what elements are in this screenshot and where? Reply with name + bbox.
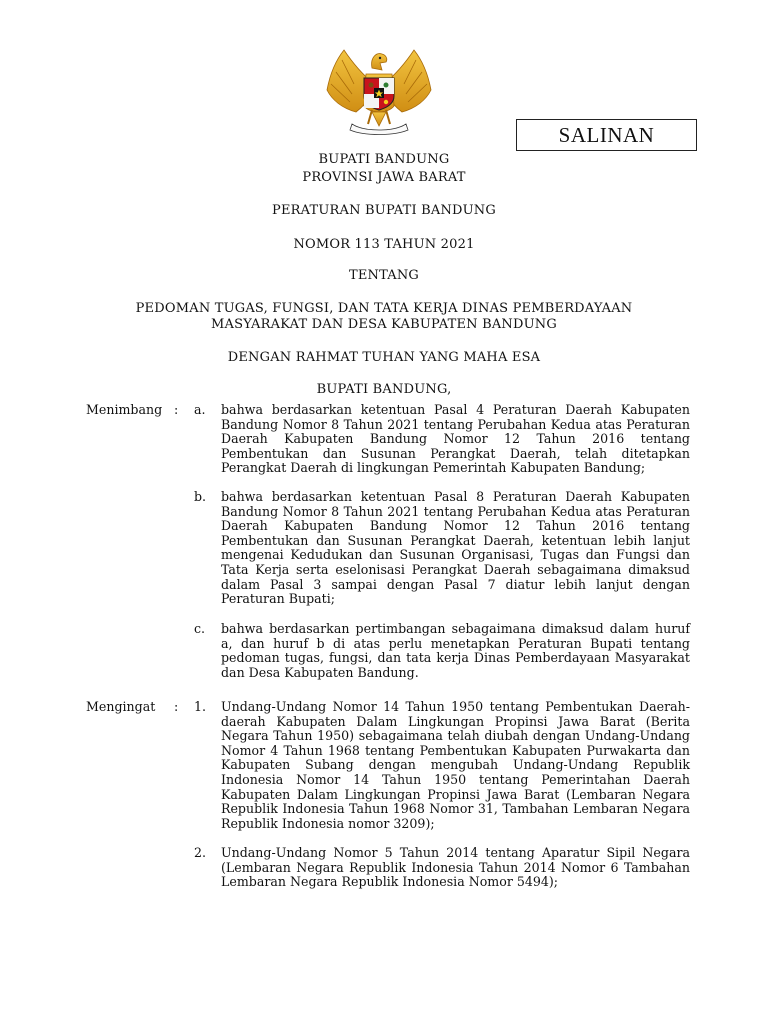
item-text: Undang-Undang Nomor 5 Tahun 2014 tentang Aparatur Sipil Negara (Lembaran Negara Republik Indonesia Tahun 2014 Nomor 6 Tambahan Lembaran Negara Republik Indonesia Nomor 5494);	[221, 845, 690, 890]
item-text: bahwa berdasarkan ketentuan Pasal 8 Peraturan Daerah Kabupaten Bandung Nomor 8 Tahun 2021 tentang Perubahan Kedua atas Peraturan Daerah Kabupaten Bandung Nomor 12 Tahun 2016 tentang Pembentukan dan Susunan Perangkat Daerah, ketentuan lebih lanjut mengenai Kedudukan dan Susunan Organisasi, Tugas dan Fungsi dan Tata Kerja serta eselonisasi Perangkat Daerah sebagaimana dimaksud dalam Pasal 3 sampai dengan Pasal 7 diatur lebih lanjut dengan Peraturan Bupati;	[221, 489, 690, 607]
menimbang-label: Menimbang	[86, 402, 163, 417]
blessing-line: DENGAN RAHMAT TUHAN YANG MAHA ESA	[227, 350, 541, 365]
item-text: bahwa berdasarkan pertimbangan sebagaimana dimaksud dalam huruf a, dan huruf b di atas perlu menetapkan Peraturan Bupati tentang pedoman tugas, fungsi, dan tata kerja Dinas Pemberdayaan Masyarakat dan Desa Kabupaten Bandung.	[221, 621, 690, 680]
item-number: 2.	[194, 845, 207, 860]
mengingat-colon: :	[174, 699, 179, 714]
regulation-title-line-2: MASYARAKAT DAN DESA KABUPATEN BANDUNG	[211, 317, 557, 332]
item-letter: a.	[194, 402, 206, 417]
item-letter: b.	[194, 489, 207, 504]
regulation-heading: PERATURAN BUPATI BANDUNG	[272, 203, 496, 218]
salinan-badge: SALINAN	[516, 119, 697, 151]
item-letter: c.	[194, 621, 206, 636]
garuda-pancasila-emblem	[322, 44, 436, 136]
menimbang-colon: :	[174, 402, 179, 417]
mengingat-label: Mengingat	[86, 699, 156, 714]
regulation-title-line-1: PEDOMAN TUGAS, FUNGSI, DAN TATA KERJA DINAS PEMBERDAYAAN	[135, 301, 633, 316]
issuer-title: BUPATI BANDUNG	[318, 152, 450, 167]
item-text: bahwa berdasarkan ketentuan Pasal 4 Peraturan Daerah Kabupaten Bandung Nomor 8 Tahun 2021 tentang Perubahan Kedua atas Peraturan Daerah Kabupaten Bandung Nomor 12 Tahun 2016 tentang Pembentukan dan Susunan Perangkat Daerah, telah ditetapkan Perangkat Daerah di lingkungan Pemerintah Kabupaten Bandung;	[221, 402, 690, 476]
about-heading: TENTANG	[348, 268, 420, 283]
official-line: BUPATI BANDUNG,	[316, 382, 452, 397]
issuer-province: PROVINSI JAWA BARAT	[302, 170, 466, 185]
regulation-number: NOMOR 113 TAHUN 2021	[293, 237, 475, 252]
item-number: 1.	[194, 699, 207, 714]
item-text: Undang-Undang Nomor 14 Tahun 1950 tentang Pembentukan Daerah-daerah Kabupaten Dalam Lingkungan Propinsi Jawa Barat (Berita Negara Tahun 1950) sebagaimana telah diubah dengan Undang-Undang Nomor 4 Tahun 1968 tentang Pembentukan Kabupaten Purwakarta dan Kabupaten Subang dengan mengubah Undang-Undang Republik Indonesia Nomor 14 Tahun 1950 tentang Pemerintahan Daerah Kabupaten Dalam Lingkungan Propinsi Jawa Barat (Lembaran Negara Republik Indonesia Tahun 1968 Nomor 31, Tambahan Lembaran Negara Republik Indonesia nomor 3209);	[221, 699, 690, 831]
